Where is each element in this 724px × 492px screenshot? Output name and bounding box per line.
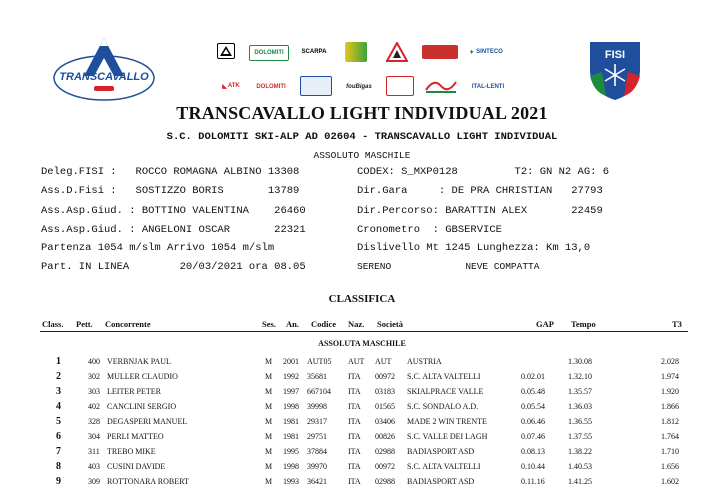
sponsor-logo-4 xyxy=(345,42,367,62)
cell-rank: 3 xyxy=(56,386,61,397)
cell-nation: ITA xyxy=(348,447,361,456)
cell-rank: 5 xyxy=(56,416,61,427)
cell-club-code: 02988 xyxy=(375,477,395,486)
table-row xyxy=(0,357,724,372)
cell-bib: 309 xyxy=(88,477,100,486)
cell-birth-year: 1993 xyxy=(283,477,299,486)
cell-athlete-name: PERLI MATTEO xyxy=(107,432,164,441)
header-codice: Codice xyxy=(311,319,337,329)
header-sesso: Ses. xyxy=(262,319,276,329)
cell-bib: 328 xyxy=(88,417,100,426)
cell-club-name: SKIALPRACE VALLE xyxy=(407,387,484,396)
header-gap: GAP xyxy=(536,319,554,329)
cell-athlete-code: 667104 xyxy=(307,387,331,396)
cell-athlete-code: 29317 xyxy=(307,417,327,426)
cell-athlete-name: LEITER PETER xyxy=(107,387,161,396)
info-dislivello: Dislivello Mt 1245 Lunghezza: Km 13,0 xyxy=(357,242,591,254)
header-anno: An. xyxy=(286,319,299,329)
cell-t3-points: 1.602 xyxy=(661,477,679,486)
header-nazione: Naz. xyxy=(348,319,365,329)
cell-club-name: S.C. ALTA VALTELLI xyxy=(407,372,481,381)
cell-athlete-name: DEGASPERI MANUEL xyxy=(107,417,188,426)
sponsor-logo-ital-lenti: ITAL-LENTI xyxy=(471,84,505,90)
cell-athlete-name: MULLER CLAUDIO xyxy=(107,372,178,381)
cell-athlete-code: 36421 xyxy=(307,477,327,486)
cell-athlete-name: TREBO MIKE xyxy=(107,447,156,456)
cell-sex: M xyxy=(265,357,273,366)
classifica-heading: CLASSIFICA xyxy=(328,293,396,305)
cell-nation: ITA xyxy=(348,432,361,441)
cell-bib: 311 xyxy=(88,447,100,456)
cell-birth-year: 1998 xyxy=(283,402,299,411)
cell-rank: 9 xyxy=(56,476,61,487)
cell-club-code: 03406 xyxy=(375,417,395,426)
cell-club-code: 03183 xyxy=(375,387,395,396)
info-partenza: Partenza 1054 m/slm Arrivo 1054 m/slm xyxy=(41,242,275,254)
cell-t3-points: 1.974 xyxy=(661,372,679,381)
cell-rank: 6 xyxy=(56,431,61,442)
cell-nation: ITA xyxy=(348,417,361,426)
info-ass-asp-giud-2: Ass.Asp.Giud. : ANGELONI OSCAR 22321 xyxy=(41,224,306,236)
table-row xyxy=(0,432,724,447)
cell-bib: 303 xyxy=(88,387,100,396)
sponsor-logo-r2-2: DOLOMITI xyxy=(256,84,286,90)
cell-t3-points: 2.028 xyxy=(661,357,679,366)
cell-athlete-name: VERBNJAK PAUL xyxy=(107,357,171,366)
cell-athlete-code: 37884 xyxy=(307,447,327,456)
cell-nation: ITA xyxy=(348,387,361,396)
cell-club-code: 00826 xyxy=(375,432,395,441)
cell-bib: 400 xyxy=(88,357,100,366)
cell-sex: M xyxy=(265,432,273,441)
cell-club-name: BADIASPORT ASD xyxy=(407,477,475,486)
cell-birth-year: 1995 xyxy=(283,447,299,456)
cell-t3-points: 1.656 xyxy=(661,462,679,471)
table-row xyxy=(0,417,724,432)
cell-club-code: 02988 xyxy=(375,447,395,456)
cell-athlete-name: CUSINI DAVIDE xyxy=(107,462,166,471)
sponsor-logo-scarpa: SCARPA xyxy=(301,49,327,55)
cell-athlete-name: ROTTONARA ROBERT xyxy=(107,477,189,486)
cell-nation: ITA xyxy=(348,402,361,411)
info-cronometro: Cronometro : GBSERVICE xyxy=(357,224,502,236)
sponsor-logo-foubigas: fouBigas xyxy=(346,84,372,90)
cell-t3-points: 1.866 xyxy=(661,402,679,411)
cell-t3-points: 1.812 xyxy=(661,417,679,426)
cell-gap: 0.07.46 xyxy=(521,432,545,441)
race-subtitle: S.C. DOLOMITI SKI-ALP AD 02604 - TRANSCAVALLO LIGHT INDIVIDUAL xyxy=(166,131,558,143)
cell-club-code: AUT xyxy=(375,357,392,366)
category-label: ASSOLUTO MASCHILE xyxy=(313,150,411,161)
info-dir-percorso: Dir.Percorso: BARATTIN ALEX 22459 xyxy=(357,205,603,217)
cell-athlete-code: 35681 xyxy=(307,372,327,381)
header-pett: Pett. xyxy=(76,319,93,329)
table-row xyxy=(0,447,724,462)
cell-gap: 0.02.01 xyxy=(521,372,545,381)
cell-time: 1.38.22 xyxy=(568,447,592,456)
cell-t3-points: 1.764 xyxy=(661,432,679,441)
cell-nation: ITA xyxy=(348,462,361,471)
cell-time: 1.36.03 xyxy=(568,402,592,411)
sponsor-logo-1 xyxy=(217,43,235,59)
cell-club-name: S.C. VALLE DEI LAGH xyxy=(407,432,488,441)
cell-gap: 0.10.44 xyxy=(521,462,545,471)
cell-athlete-code: 29751 xyxy=(307,432,327,441)
table-row xyxy=(0,387,724,402)
cell-club-code: 00972 xyxy=(375,372,395,381)
sponsor-logo-sinteco: ✦ SINTECO xyxy=(469,49,503,56)
cell-birth-year: 2001 xyxy=(283,357,299,366)
cell-nation: ITA xyxy=(348,477,361,486)
header-tempo: Tempo xyxy=(571,319,596,329)
cell-gap: 0.05.48 xyxy=(521,387,545,396)
cell-bib: 302 xyxy=(88,372,100,381)
cell-bib: 402 xyxy=(88,402,100,411)
cell-sex: M xyxy=(265,402,273,411)
cell-athlete-code: AUT05 xyxy=(307,357,332,366)
cell-club-code: 01565 xyxy=(375,402,395,411)
cell-nation: ITA xyxy=(348,372,361,381)
cell-rank: 2 xyxy=(56,371,61,382)
cell-birth-year: 1997 xyxy=(283,387,299,396)
cell-sex: M xyxy=(265,462,273,471)
sponsor-logo-6 xyxy=(422,45,458,59)
cell-club-name: S.C. ALTA VALTELLI xyxy=(407,462,481,471)
cell-rank: 8 xyxy=(56,461,61,472)
info-ass-d-fisi: Ass.D.Fisi : SOSTIZZO BORIS 13789 xyxy=(41,185,300,197)
header-concorrente: Concorrente xyxy=(105,319,151,329)
cell-nation: AUT xyxy=(348,357,365,366)
sponsor-logo-atk: ◣ ATK xyxy=(222,83,240,90)
cell-birth-year: 1981 xyxy=(283,417,299,426)
cell-club-name: AUSTRIA xyxy=(407,357,442,366)
cell-rank: 1 xyxy=(56,356,61,367)
sponsor-logo-5 xyxy=(386,42,408,62)
sponsor-logo-r2-5 xyxy=(386,76,414,96)
sponsor-logo-dolomiti: DOLOMITI xyxy=(249,45,289,61)
table-row xyxy=(0,402,724,417)
cell-time: 1.41.25 xyxy=(568,477,592,486)
header-class: Class. xyxy=(42,319,64,329)
logo-left-text: TRANSCAVALLO xyxy=(59,71,149,83)
cell-club-code: 00972 xyxy=(375,462,395,471)
cell-club-name: BADIASPORT ASD xyxy=(407,447,475,456)
cell-club-name: MADE 2 WIN TRENTE xyxy=(407,417,487,426)
cell-sex: M xyxy=(265,387,273,396)
info-meteo: SERENO NEVE COMPATTA xyxy=(357,261,540,272)
cell-rank: 7 xyxy=(56,446,61,457)
info-ass-asp-giud-1: Ass.Asp.Giud. : BOTTINO VALENTINA 26460 xyxy=(41,205,306,217)
header-divider xyxy=(40,331,688,332)
sponsor-logo-r2-3 xyxy=(300,76,332,96)
cell-t3-points: 1.920 xyxy=(661,387,679,396)
cell-t3-points: 1.710 xyxy=(661,447,679,456)
header-t3: T3 xyxy=(672,319,682,329)
cell-gap: 0.11.16 xyxy=(521,477,545,486)
cell-time: 1.32.10 xyxy=(568,372,592,381)
sponsor-logo-r2-6 xyxy=(424,76,458,94)
cell-time: 1.36.55 xyxy=(568,417,592,426)
cell-gap: 0.06.46 xyxy=(521,417,545,426)
cell-sex: M xyxy=(265,447,273,456)
cell-gap: 0.05.54 xyxy=(521,402,545,411)
fisi-logo xyxy=(580,36,650,102)
cell-sex: M xyxy=(265,417,273,426)
section-label: ASSOLUTA MASCHILE xyxy=(318,339,406,348)
cell-bib: 403 xyxy=(88,462,100,471)
cell-birth-year: 1981 xyxy=(283,432,299,441)
cell-rank: 4 xyxy=(56,401,61,412)
table-row xyxy=(0,477,724,492)
cell-birth-year: 1998 xyxy=(283,462,299,471)
cell-athlete-code: 39970 xyxy=(307,462,327,471)
cell-time: 1.40.53 xyxy=(568,462,592,471)
cell-athlete-code: 39998 xyxy=(307,402,327,411)
info-part-in-linea: Part. IN LINEA 20/03/2021 ora 08.05 xyxy=(41,261,306,273)
cell-club-name: S.C. SONDALO A.D. xyxy=(407,402,479,411)
header-societa: Società xyxy=(377,319,403,329)
page-title: TRANSCAVALLO LIGHT INDIVIDUAL 2021 xyxy=(176,103,548,123)
fisi-logo-text: FISI xyxy=(604,49,626,61)
cell-sex: M xyxy=(265,477,273,486)
cell-time: 1.35.57 xyxy=(568,387,592,396)
transcavallo-logo xyxy=(48,30,158,110)
info-codex: CODEX: S_MXP0128 T2: GN N2 AG: 6 xyxy=(357,166,610,178)
cell-sex: M xyxy=(265,372,273,381)
info-dir-gara: Dir.Gara : DE PRA CHRISTIAN 27793 xyxy=(357,185,603,197)
cell-bib: 304 xyxy=(88,432,100,441)
cell-time: 1.30.08 xyxy=(568,357,592,366)
cell-birth-year: 1992 xyxy=(283,372,299,381)
cell-gap: 0.08.13 xyxy=(521,447,545,456)
cell-time: 1.37.55 xyxy=(568,432,592,441)
info-deleg-fisi: Deleg.FISI : ROCCO ROMAGNA ALBINO 13308 xyxy=(41,166,300,178)
table-row xyxy=(0,372,724,387)
table-row xyxy=(0,462,724,477)
cell-athlete-name: CANCLINI SERGIO xyxy=(107,402,177,411)
